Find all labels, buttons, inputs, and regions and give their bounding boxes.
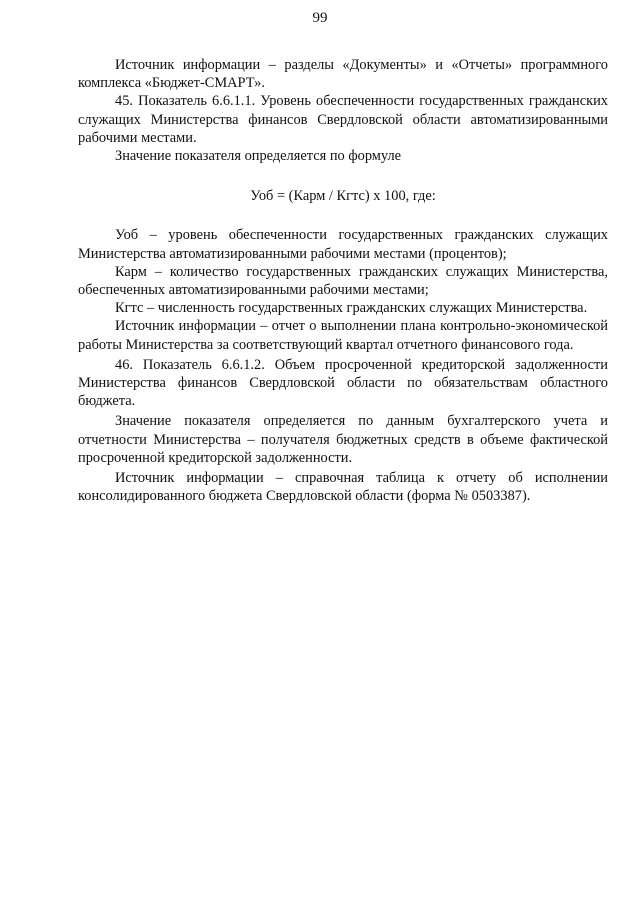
- paragraph-value-definition: Значение показателя определяется по данным бухгалтерского учета и отчетности Министерства – получателя бюджетных средств в объеме фактической просроченной кредиторской задолженности.: [78, 413, 608, 466]
- paragraph-formula-intro: Значение показателя определяется по формуле: [115, 148, 402, 165]
- paragraph-def-kgts: Кгтс – численность государственных гражданских служащих Министерства.: [115, 300, 588, 317]
- paragraph-def-karm: Карм – количество государственных гражданских служащих Министерства, обеспеченных автоматизированными рабочими местами;: [78, 263, 608, 299]
- paragraph-def-uob: Уоб – уровень обеспеченности государственных гражданских служащих Министерства автоматизированными рабочими местами (процентов);: [78, 227, 608, 262]
- paragraph-indicator-45: 45. Показатель 6.6.1.1. Уровень обеспеченности государственных гражданских служащих Министерства финансов Свердловской области автоматизированными рабочими местами.: [78, 93, 608, 146]
- paragraph-source-info-1: Источник информации – разделы «Документы» и «Отчеты» программного комплекса «Бюджет-СМАРТ».: [78, 57, 608, 92]
- page-number: 99: [312, 10, 328, 26]
- paragraph-source-info-3: Источник информации – справочная таблица к отчету об исполнении консолидированного бюджета Свердловской области (форма № 0503387).: [78, 470, 608, 505]
- formula: Уоб = (Карм / Кгтс) х 100, где:: [250, 188, 436, 205]
- paragraph-source-info-2: Источник информации – отчет о выполнении плана контрольно-экономической работы Министерства за соответствующий квартал отчетного финансового года.: [78, 318, 608, 353]
- document-body: [78, 56, 608, 505]
- paragraph-indicator-46: 46. Показатель 6.6.1.2. Объем просроченной кредиторской задолженности Министерства финансов Свердловской области по обязательствам областного бюджета.: [78, 356, 608, 410]
